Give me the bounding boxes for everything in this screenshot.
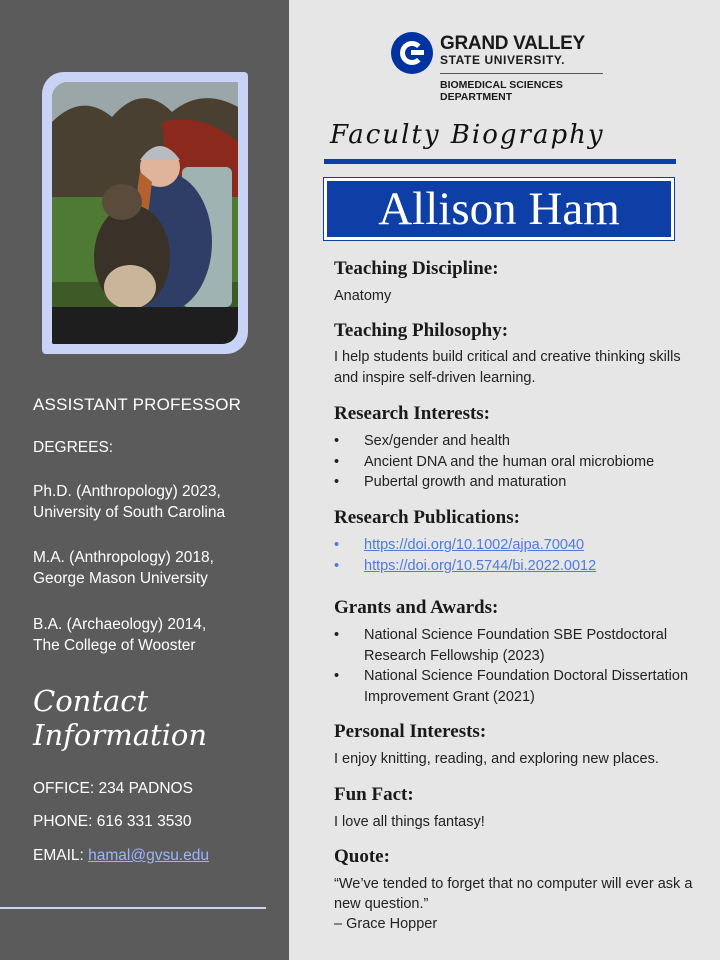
degree-title: M.A. (Anthropology) 2018, xyxy=(33,549,214,566)
email-link[interactable]: hamal@gvsu.edu xyxy=(88,847,209,864)
university-logo xyxy=(391,30,611,106)
section-heading: Quote: xyxy=(334,846,390,867)
publication-link[interactable]: https://doi.org/10.5744/bi.2022.0012 xyxy=(364,557,597,574)
section-heading: Teaching Philosophy: xyxy=(334,320,509,341)
profile-photo xyxy=(52,82,238,344)
office-info: OFFICE: 234 PADNOS xyxy=(33,780,193,797)
degree-title: B.A. (Archaeology) 2014, xyxy=(33,616,207,633)
logo-department xyxy=(440,79,563,103)
grants-list xyxy=(334,625,702,707)
publication-link[interactable]: https://doi.org/10.1002/ajpa.70040 xyxy=(364,537,585,553)
degree-school: University of South Carolina xyxy=(33,504,226,521)
contact-heading xyxy=(33,684,207,752)
quote-block xyxy=(334,874,702,934)
degree-item xyxy=(33,547,214,589)
list-item: • Pubertal growth and maturation xyxy=(334,472,704,493)
section-heading: Research Publications: xyxy=(334,507,520,528)
philosophy-text: I help students build critical and creative thinking skills and inspire self-driven learning. xyxy=(334,349,681,386)
funfact-text: I love all things fantasy! xyxy=(334,814,485,830)
degree-school: George Mason University xyxy=(33,570,208,587)
section-heading: Personal Interests: xyxy=(334,721,487,742)
divider xyxy=(324,159,676,164)
degree-school: The College of Wooster xyxy=(33,637,196,654)
degree-title: Ph.D. (Anthropology) 2023, xyxy=(33,483,221,500)
job-title: ASSISTANT PROFESSOR xyxy=(33,395,242,414)
section-heading: Research Interests: xyxy=(334,403,491,424)
phone-info: PHONE: 616 331 3530 xyxy=(33,813,192,830)
email-label: EMAIL: xyxy=(33,847,89,864)
contact-heading-line: Information xyxy=(33,718,208,752)
list-item xyxy=(334,535,704,556)
gv-logo-icon xyxy=(391,32,433,74)
personal-text: I enjoy knitting, reading, and exploring new places. xyxy=(334,751,659,767)
quote-attribution: – Grace Hopper xyxy=(334,916,438,932)
email-info xyxy=(33,845,209,866)
logo-university-name: GRAND VALLEY xyxy=(440,33,585,54)
photo-frame xyxy=(42,72,248,354)
list-item: • Sex/gender and health xyxy=(334,431,704,452)
list-item: • National Science Foundation Doctoral Dissertation Improvement Grant (2021) xyxy=(334,666,702,707)
research-list xyxy=(334,431,704,493)
degree-item xyxy=(33,481,225,523)
list-item xyxy=(334,556,704,577)
logo-university-sub: STATE UNIVERSITY. xyxy=(440,53,566,67)
discipline-text: Anatomy xyxy=(334,288,392,304)
logo-department-line: DEPARTMENT xyxy=(440,91,513,103)
contact-heading-line: Contact xyxy=(33,684,149,718)
logo-divider xyxy=(440,73,603,74)
section-heading: Teaching Discipline: xyxy=(334,258,499,279)
faculty-name: Allison Ham xyxy=(324,178,674,240)
sidebar xyxy=(0,0,289,960)
publications-list xyxy=(334,535,704,576)
page-subtitle: Faculty Biography xyxy=(330,120,605,150)
section-heading: Grants and Awards: xyxy=(334,597,499,618)
degree-item xyxy=(33,614,206,656)
degrees-heading: DEGREES: xyxy=(33,439,114,456)
logo-department-line: BIOMEDICAL SCIENCES xyxy=(440,79,563,91)
quote-text: “We’ve tended to forget that no computer will ever ask a new question.” xyxy=(334,876,693,912)
list-item: • Ancient DNA and the human oral microbiome xyxy=(334,452,704,473)
list-item: • National Science Foundation SBE Postdoctoral Research Fellowship (2023) xyxy=(334,625,702,666)
divider xyxy=(0,907,266,909)
section-heading: Fun Fact: xyxy=(334,784,414,805)
